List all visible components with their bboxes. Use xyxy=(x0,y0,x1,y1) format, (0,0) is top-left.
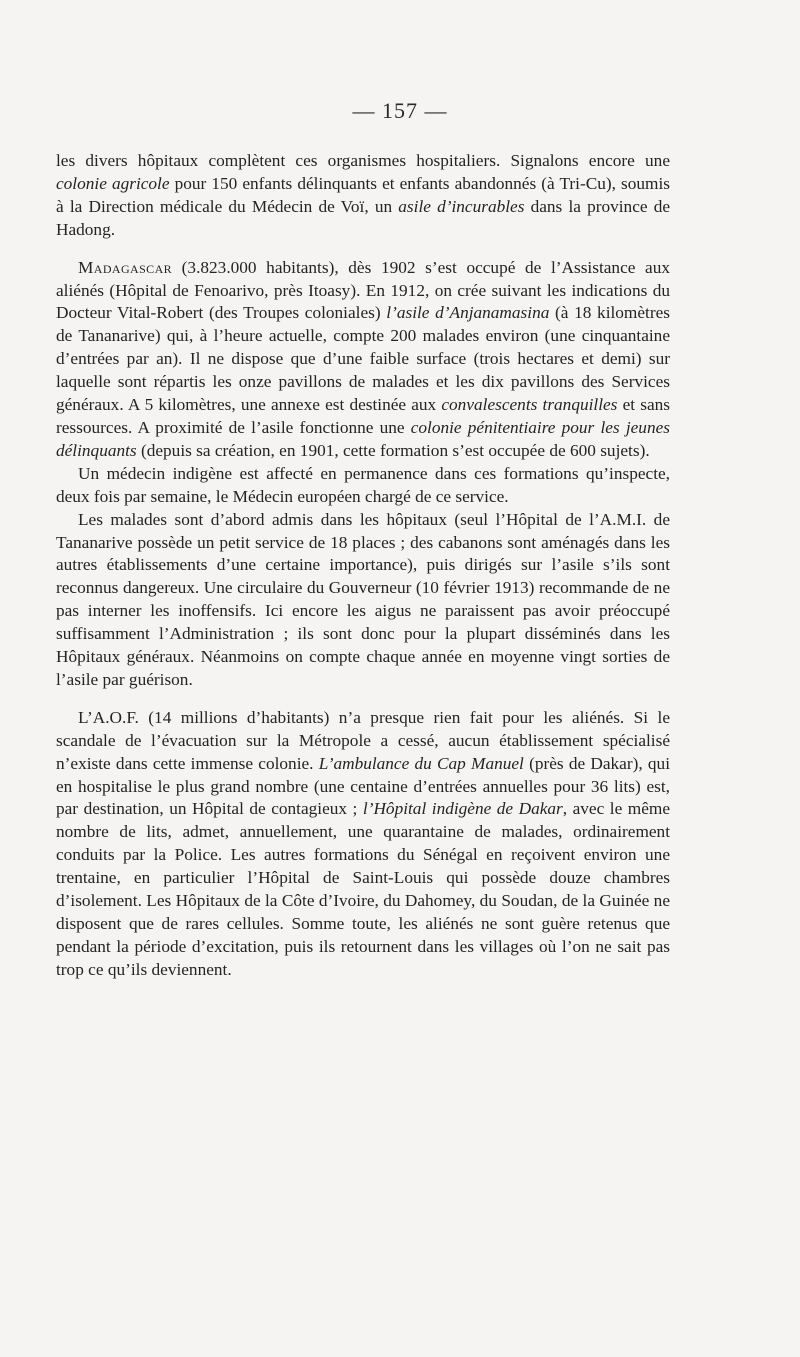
italic-term: convalescents tranquilles xyxy=(441,395,618,415)
italic-term: l’asile d’Anjanamasina xyxy=(386,303,550,323)
italic-term: l’Hôpital indigène de Dakar xyxy=(362,799,563,819)
body-text xyxy=(56,150,670,982)
italic-term: colonie agricole xyxy=(56,173,170,193)
italic-term: asile d’incurables xyxy=(398,196,525,216)
paragraph-aof: L’A.O.F. (14 millions d’habitants) n’a presque rien fait pour les aliénés. Si le scandale de l’évacuation sur la Métropole a cessé, aucun établissement spécialisé n’existe dans cette immense colonie. L’ambulance du Cap Manuel (près de Dakar), qui en hospitalise le plus grand nombre (une centaine d’entrées annuelles pour 36 lits) est, par destination, un Hôpital de contagieux ; l’Hôpital indigène de Dakar, avec le même nombre de lits, admet, annuellement, une quarantaine de malades, ordinairement conduits par la Police. Les autres formations du Sénégal en reçoivent environ une trentaine, en particulier l’Hôpital de Saint-Louis qui possède douze chambres d’isolement. Les Hôpitaux de la Côte d’Ivoire, du Dahomey, du Soudan, de la Guinée ne disposent que de rares cellules. Somme toute, les aliénés ne sont guère retenus que pendant la période d’excitation, puis ils retournent dans les villages où l’on ne sait pas trop ce qu’ils deviennent. xyxy=(56,707,670,979)
paragraph-admissions: Les malades sont d’abord admis dans les hôpitaux (seul l’Hôpital de l’A.M.I. de Tananarive possède un petit service de 18 places ; des cabanons sont aménagés dans les autres établissements d’une certaine importance), puis dirigés sur l’asile s’ils sont reconnus dangereux. Une circulaire du Gouverneur (10 février 1913) recommande de ne pas interner les inoffensifs. Ici encore les aigus ne paraissent pas avoir préoccupé suffisamment l’Administration ; ils sont donc pour la plupart disséminés dans les Hôpitaux généraux. Néanmoins on compte chaque année en moyenne vingt sorties de l’asile par guérison. xyxy=(56,509,670,689)
paragraph-indochina-continuation: les divers hôpitaux complètent ces organismes hospitaliers. Signalons encore une colonie agricole pour 150 enfants délinquants et enfants abandonnés (à Tri-Cu), soumis à la Direction médicale du Médecin de Voï, un asile d’incurables dans la province de Hadong. xyxy=(56,151,671,239)
italic-term: colonie pénitentiaire pour les jeunes délinquants xyxy=(56,417,670,460)
page-number: — 157 — xyxy=(352,98,448,123)
paragraph-indigenous-doctor: Un médecin indigène est affecté en permanence dans ces formations qu’inspecte, deux fois par semaine, le Médecin européen chargé de ce service. xyxy=(56,463,670,506)
section-heading: Madagascar xyxy=(78,257,173,277)
paragraph-madagascar: Madagascar (3.823.000 habitants), dès 1902 s’est occupé de l’Assistance aux aliénés (Hôpital de Fenoarivo, près Itoasy). En 1912, on crée suivant les indications du Docteur Vital-Robert (des Troupes coloniales) l’asile d’Anjanamasina (à 18 kilomètres de Tananarive) qui, à l’heure actuelle, compte 200 malades environ (une cinquantaine d’entrées par an). Il ne dispose que d’une faible surface (trois hectares et demi) sur laquelle sont répartis les onze pavillons de malades et les dix pavillons des Services généraux. A 5 kilomètres, une annexe est destinée aux convalescents tranquilles et sans ressources. A proximité de l’asile fonctionne une colonie pénitentiaire pour les jeunes délinquants (depuis sa création, en 1901, cette formation s’est occupée de 600 sujets). xyxy=(56,257,671,460)
italic-term: L’ambulance du Cap Manuel xyxy=(318,753,524,773)
